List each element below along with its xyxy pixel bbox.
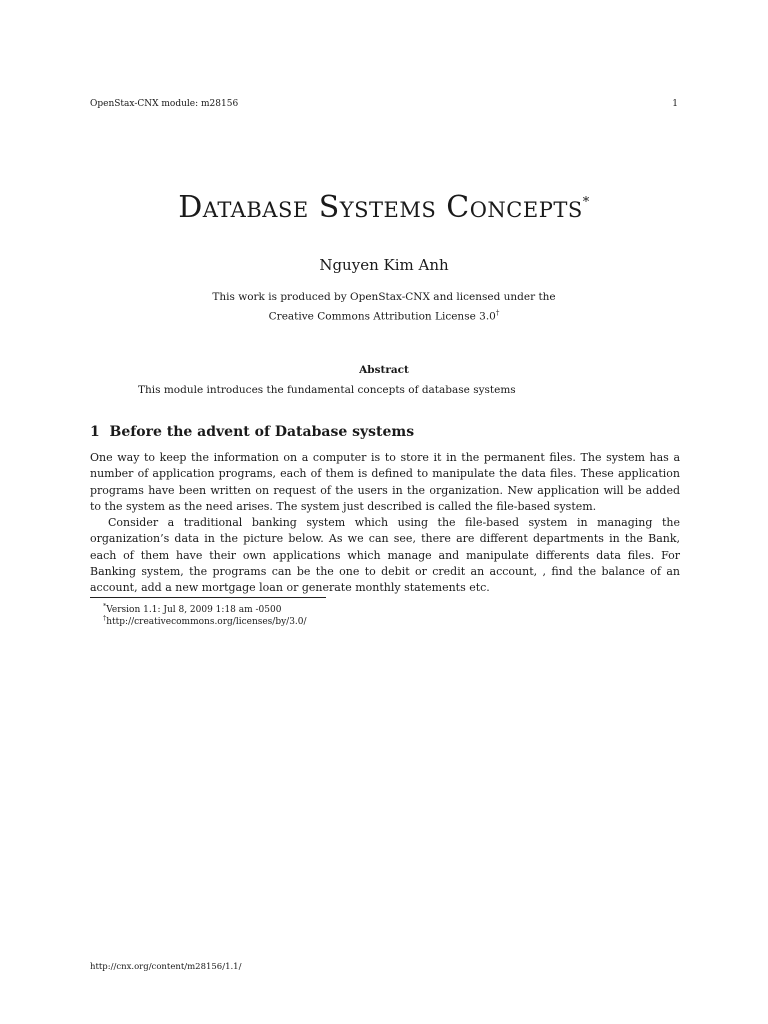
page-header-module: OpenStax-CNX module: m28156	[90, 99, 239, 109]
license-line-2	[0, 305, 768, 325]
license-line-1: This work is produced by OpenStax-CNX and licensed under the	[212, 291, 556, 303]
footnote-2-mark: †	[103, 614, 107, 622]
footnote-rule	[90, 597, 326, 598]
section-heading	[90, 424, 414, 440]
license-footnote-mark: †	[495, 309, 500, 317]
section-number: 1	[90, 424, 100, 440]
page-footer-url[interactable]: http://cnx.org/content/m28156/1.1/	[90, 962, 242, 972]
section-title: Before the advent of Database systems	[109, 424, 415, 440]
paragraph-1: One way to keep the information on a computer is to store it in the permanent files. The system has a number of application programs, each of them is defined to manipulate the data files. These application programs have been written on request of the users in the organization. New application will be added to the system as the need arises. The system just described is called the file-based system.	[90, 451, 680, 513]
document-title-text: Database Systems Concepts	[178, 190, 583, 225]
title-footnote-mark: *	[582, 195, 590, 210]
footnote-1-mark: *	[103, 602, 107, 610]
abstract-text: This module introduces the fundamental concepts of database systems	[138, 384, 516, 396]
paragraph-2: Consider a traditional banking system which using the file-based system in managing the organization’s data in the picture below. As we can see, there are different departments in the Bank, each of them have their own applications which manage and manipulate differents data files. For Banking system, the programs can be the one to debit or credit an account, , find the balance of an account, add a new mortgage loan or generate monthly statements etc.	[90, 516, 680, 595]
license-statement	[0, 289, 768, 325]
footnote-2	[103, 614, 307, 627]
document-title	[0, 190, 768, 225]
page-number: 1	[672, 99, 678, 109]
author-name: Nguyen Kim Anh	[319, 256, 449, 274]
footnote-1-text: Version 1.1: Jul 8, 2009 1:18 am -0500	[106, 605, 282, 615]
footnote-2-link[interactable]: http://creativecommons.org/licenses/by/3.0/	[106, 617, 307, 627]
abstract-heading: Abstract	[359, 364, 409, 376]
license-name: Creative Commons Attribution License 3.0	[268, 310, 496, 323]
